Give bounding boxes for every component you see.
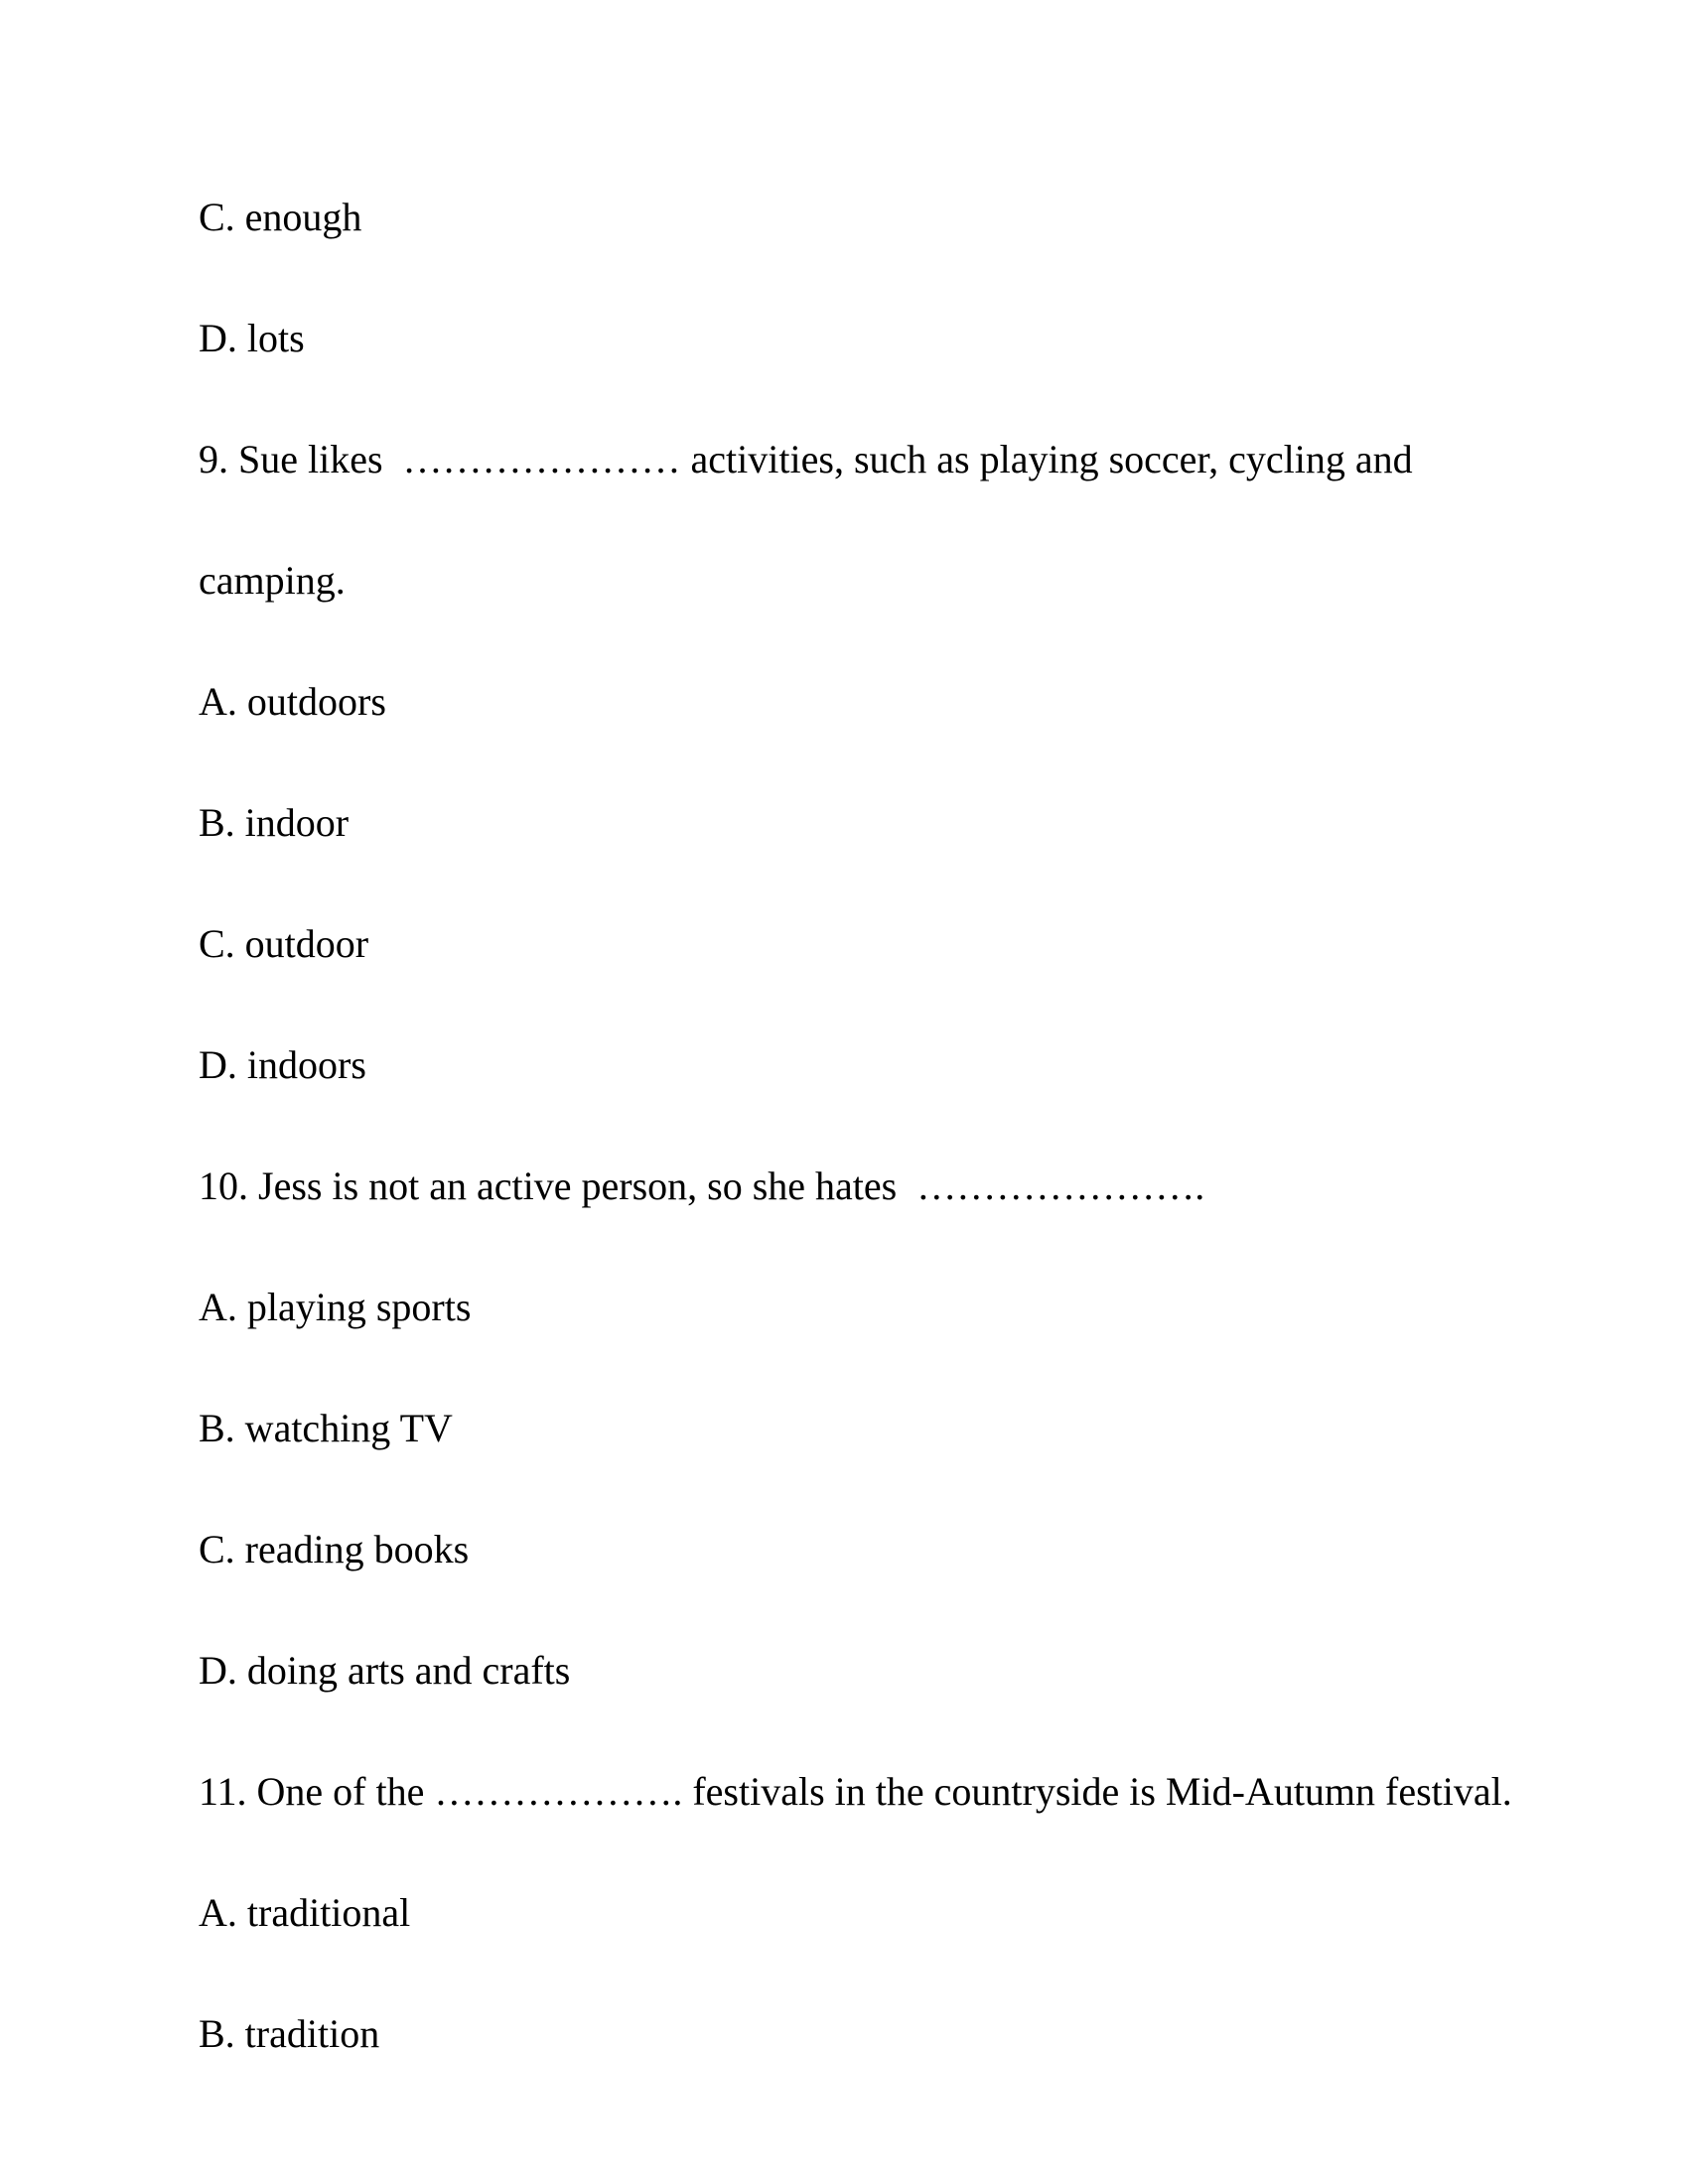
q10-option-a: A. playing sports (199, 1285, 472, 1329)
question-10: 10. Jess is not an active person, so she hates …………………. (199, 1163, 1205, 1208)
q9-option-b: B. indoor (199, 800, 350, 845)
question-9: 9. Sue likes ………………… activities, such as playing soccer, cycling and camping. (199, 437, 1423, 603)
q8-option-d: D. lots (199, 316, 305, 360)
q9-option-c: C. outdoor (199, 921, 369, 966)
q8-option-c: C. enough (199, 195, 362, 239)
q9-option-d: D. indoors (199, 1042, 366, 1087)
q10-option-c: C. reading books (199, 1527, 470, 1571)
q11-option-a: A. traditional (199, 1890, 411, 1935)
q10-option-b: B. watching TV (199, 1406, 453, 1450)
question-11: 11. One of the ………………. festivals in the countryside is Mid-Autumn festival. (199, 1769, 1512, 1814)
q10-option-d: D. doing arts and crafts (199, 1648, 571, 1693)
q9-option-a: A. outdoors (199, 679, 386, 724)
q11-option-b: B. tradition (199, 2011, 380, 2056)
